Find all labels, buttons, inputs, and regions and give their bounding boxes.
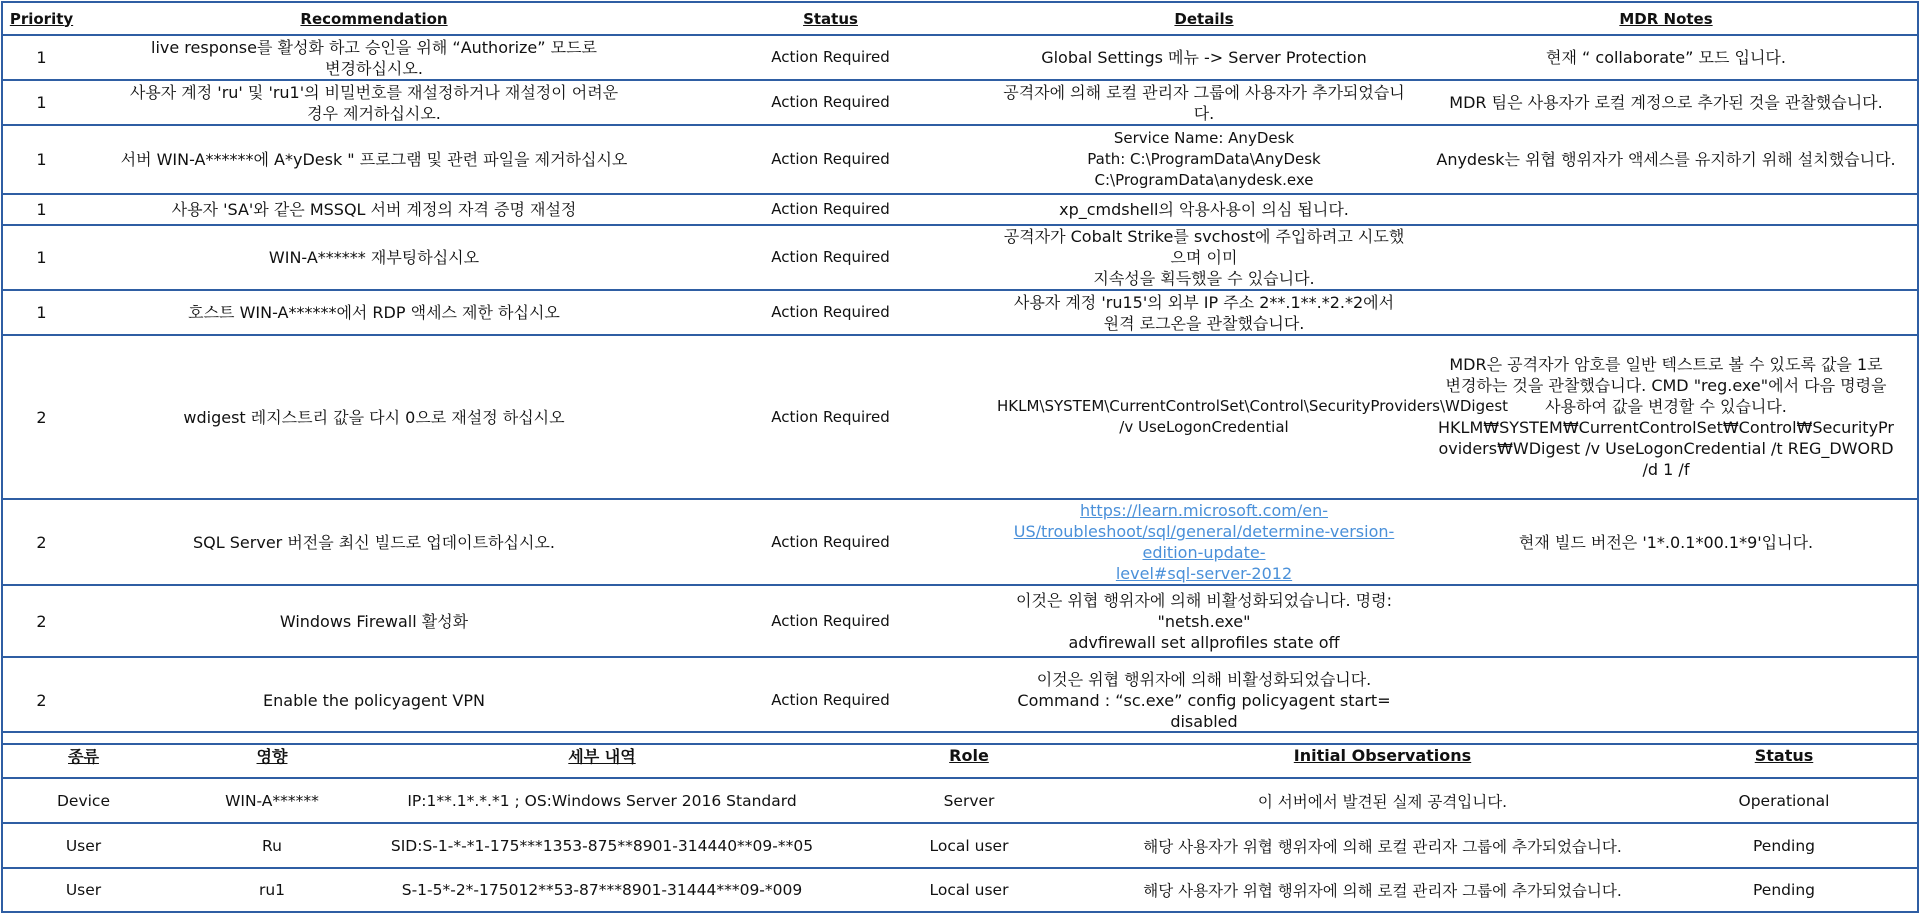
asset-type: User: [2, 823, 164, 868]
status-cell: [668, 499, 993, 585]
header-asset-status: Status: [1651, 732, 1918, 778]
status-badge: Action Required: [771, 150, 890, 168]
mdr-notes-text: Anydesk는 위협 행위자가 액세스를 유지하기 위해 설치했습니다.: [1436, 150, 1896, 169]
status-badge: Action Required: [771, 303, 890, 321]
recommendation-cell: [80, 35, 668, 80]
status-badge: Action Required: [771, 248, 890, 266]
asset-role: Server: [824, 778, 1114, 823]
details-text: Command : “sc.exe” config policyagent start= disabled: [1017, 691, 1391, 731]
details-text: 원격 로그온을 관찰했습니다.: [1103, 313, 1305, 333]
header-impact: 영향: [164, 732, 380, 778]
details-cell: [993, 499, 1415, 585]
details-text: advfirewall set allprofiles state off: [1068, 632, 1340, 652]
table-row: [2, 335, 1918, 499]
table-row: [2, 585, 1918, 657]
priority-cell: [2, 499, 80, 585]
mdr-notes-cell: [1415, 335, 1918, 499]
recommendation-text: SQL Server 버전을 최신 빌드로 업데이트하십시오.: [193, 532, 555, 552]
asset-impact: ru1: [164, 868, 380, 912]
asset-type: User: [2, 868, 164, 912]
priority-value: 1: [36, 200, 47, 219]
recommendation-cell: [80, 290, 668, 335]
recommendation-text: live response를 활성화 하고 승인을 위해 “Authorize” 모드로: [151, 37, 597, 57]
recommendation-cell: [80, 194, 668, 225]
assets-table: [1, 731, 1919, 913]
table-row: [2, 499, 1918, 585]
asset-impact: WIN-A******: [164, 778, 380, 823]
status-cell: [668, 335, 993, 499]
recommendation-text: 변경하십시오.: [325, 58, 423, 78]
details-cell: [993, 290, 1415, 335]
recommendation-text: WIN-A****** 재부팅하십시오: [268, 248, 480, 267]
status-badge: Action Required: [771, 532, 890, 551]
details-text: C:\ProgramData\anydesk.exe: [1094, 171, 1314, 189]
details-text: 공격자에 의해 로컬 관리자 그룹에 사용자가 추가되었습니다.: [1003, 82, 1405, 123]
priority-cell: [2, 585, 80, 657]
asset-observation: 해당 사용자가 위협 행위자에 의해 로컬 관리자 그룹에 추가되었습니다.: [1114, 868, 1651, 912]
mdr-notes-cell: [1415, 225, 1918, 290]
recommendation-cell: [80, 335, 668, 499]
recommendation-cell: [80, 80, 668, 125]
priority-value: 1: [36, 93, 47, 112]
recommendation-text: wdigest 레지스트리 값을 다시 0으로 재설정 하십시오: [183, 407, 565, 427]
asset-observation: 해당 사용자가 위협 행위자에 의해 로컬 관리자 그룹에 추가되었습니다.: [1114, 823, 1651, 868]
details-text: Global Settings 메뉴 -> Server Protection: [1041, 48, 1367, 67]
table-row: [2, 225, 1918, 290]
mdr-notes-cell: [1415, 80, 1918, 125]
mdr-notes-text: 사용하여 값을 변경할 수 있습니다.: [1545, 397, 1787, 416]
details-text: 이것은 위협 행위자에 의해 비활성화되었습니다. 명령: "netsh.exe": [1016, 590, 1392, 631]
header-type: 종류: [2, 732, 164, 778]
details-text: 사용자 계정 'ru15'의 외부 IP 주소 2**.1**.*2.*2에서: [1013, 292, 1395, 312]
recommendation-cell: [80, 499, 668, 585]
priority-cell: [2, 194, 80, 225]
table-row: [2, 80, 1918, 125]
table-row: [2, 778, 1918, 823]
mdr-notes-cell: [1415, 194, 1918, 225]
asset-status: Pending: [1651, 868, 1918, 912]
header-priority: Priority: [2, 2, 80, 35]
table-row: [2, 194, 1918, 225]
asset-detail: SID:S-1-*-*1-175***1353-875**8901-314440**09-**05: [380, 823, 824, 868]
details-text: Path: C:\ProgramData\AnyDesk: [1087, 150, 1321, 168]
header-status: Status: [668, 2, 993, 35]
header-detail: 세부 내역: [380, 732, 824, 778]
table-row: [2, 868, 1918, 912]
recommendation-cell: [80, 585, 668, 657]
details-cell: [993, 585, 1415, 657]
details-text: Service Name: AnyDesk: [1113, 129, 1295, 147]
status-cell: [668, 225, 993, 290]
details-cell: [993, 335, 1509, 499]
status-badge: Action Required: [771, 407, 890, 426]
mdr-notes-text: /d 1 /f: [1642, 460, 1690, 479]
mdr-notes-cell: [1415, 499, 1918, 585]
details-text: HKLM\SYSTEM\CurrentControlSet\Control\SecurityProviders\WDigest: [997, 397, 1509, 415]
priority-cell: [2, 80, 80, 125]
recommendations-header-row: [2, 2, 1918, 35]
asset-role: Local user: [824, 823, 1114, 868]
priority-cell: [2, 225, 80, 290]
status-badge: Action Required: [771, 691, 890, 709]
header-initial-observations: Initial Observations: [1114, 732, 1651, 778]
asset-detail: IP:1**.1*.*.*1 ; OS:Windows Server 2016 Standard: [380, 778, 824, 823]
mdr-notes-text: oviders₩WDigest /v UseLogonCredential /t REG_DWORD: [1438, 439, 1894, 458]
recommendations-table: [1, 1, 1919, 745]
details-cell: [993, 125, 1415, 194]
status-badge: Action Required: [771, 200, 890, 218]
mdr-notes-text: MDR 팀은 사용자가 로컬 계정으로 추가된 것을 관찰했습니다.: [1449, 93, 1883, 112]
asset-status: Operational: [1651, 778, 1918, 823]
details-text: 이것은 위협 행위자에 의해 비활성화되었습니다.: [1036, 670, 1372, 689]
header-details: Details: [993, 2, 1415, 35]
recommendation-text: 서버 WIN-A******에 A*yDesk " 프로그램 및 관련 파일을 제거하십시오: [120, 150, 628, 169]
header-mdr-notes: MDR Notes: [1415, 2, 1918, 35]
recommendation-text: 사용자 'SA'와 같은 MSSQL 서버 계정의 자격 증명 재설정: [171, 200, 577, 219]
details-cell: [993, 80, 1415, 125]
mdr-notes-cell: [1415, 125, 1918, 194]
priority-value: 2: [36, 611, 47, 631]
mdr-notes-cell: [1415, 290, 1918, 335]
status-cell: [668, 585, 993, 657]
mdr-notes-text: 변경하는 것을 관찰했습니다. CMD "reg.exe"에서 다음 명령을: [1445, 376, 1887, 395]
details-link[interactable]: https://learn.microsoft.com/en-: [1080, 501, 1328, 520]
status-badge: Action Required: [771, 48, 890, 66]
details-text: 공격자가 Cobalt Strike를 svchost에 주입하려고 시도했으며 이미: [1003, 227, 1405, 267]
recommendation-text: 호스트 WIN-A******에서 RDP 액세스 제한 하십시오: [188, 303, 560, 322]
status-cell: [668, 80, 993, 125]
details-cell: [993, 35, 1415, 80]
status-cell: [668, 290, 993, 335]
asset-impact: Ru: [164, 823, 380, 868]
details-link[interactable]: US/troubleshoot/sql/general/determine-version-edition-update-: [1013, 522, 1395, 562]
priority-cell: [2, 335, 80, 499]
assets-header-row: [2, 732, 1918, 778]
header-recommendation: Recommendation: [80, 2, 668, 35]
details-link[interactable]: level#sql-server-2012: [1115, 564, 1293, 583]
table-row: [2, 823, 1918, 868]
details-text: /v UseLogonCredential: [1119, 418, 1289, 436]
table-row: [2, 125, 1918, 194]
mdr-notes-text: HKLM₩SYSTEM₩CurrentControlSet₩Control₩SecurityPr: [1438, 418, 1894, 437]
recommendation-text: 사용자 계정 'ru' 및 'ru1'의 비밀번호를 재설정하거나 재설정이 어려운: [129, 82, 619, 102]
header-role: Role: [824, 732, 1114, 778]
priority-value: 1: [36, 248, 47, 267]
status-cell: [668, 35, 993, 80]
status-badge: Action Required: [771, 611, 890, 630]
details-text: xp_cmdshell의 악용사용이 의심 됩니다.: [1059, 200, 1349, 219]
recommendation-cell: [80, 125, 668, 194]
asset-role: Local user: [824, 868, 1114, 912]
mdr-notes-text: 현재 빌드 버전은 '1*.0.1*00.1*9'입니다.: [1518, 532, 1814, 552]
priority-value: 2: [36, 532, 47, 552]
mdr-notes-cell: [1415, 585, 1918, 657]
status-cell: [668, 125, 993, 194]
asset-type: Device: [2, 778, 164, 823]
priority-cell: [2, 35, 80, 80]
priority-value: 1: [36, 303, 47, 322]
details-cell: [993, 194, 1415, 225]
recommendation-text: Enable the policyagent VPN: [263, 691, 485, 710]
priority-value: 2: [36, 691, 47, 710]
status-badge: Action Required: [771, 93, 890, 111]
recommendation-cell: [80, 225, 668, 290]
asset-observation: 이 서버에서 발견된 실제 공격입니다.: [1114, 778, 1651, 823]
status-cell: [668, 194, 993, 225]
priority-cell: [2, 290, 80, 335]
mdr-notes-text: 현재 “ collaborate” 모드 입니다.: [1546, 48, 1786, 67]
priority-value: 2: [36, 407, 47, 427]
recommendation-text: Windows Firewall 활성화: [279, 611, 469, 631]
details-cell: [993, 225, 1415, 290]
priority-value: 1: [36, 150, 47, 169]
details-text: 지속성을 획득했을 수 있습니다.: [1093, 269, 1315, 288]
mdr-notes-text: MDR은 공격자가 암호를 일반 텍스트로 볼 수 있도록 값을 1로: [1449, 355, 1883, 374]
priority-value: 1: [36, 48, 47, 67]
table-row: [2, 290, 1918, 335]
priority-cell: [2, 125, 80, 194]
recommendation-text: 경우 제거하십시오.: [307, 103, 441, 123]
asset-detail: S-1-5*-2*-175012**53-87***8901-31444***09-*009: [380, 868, 824, 912]
asset-status: Pending: [1651, 823, 1918, 868]
table-row: [2, 35, 1918, 80]
mdr-notes-cell: [1415, 35, 1918, 80]
